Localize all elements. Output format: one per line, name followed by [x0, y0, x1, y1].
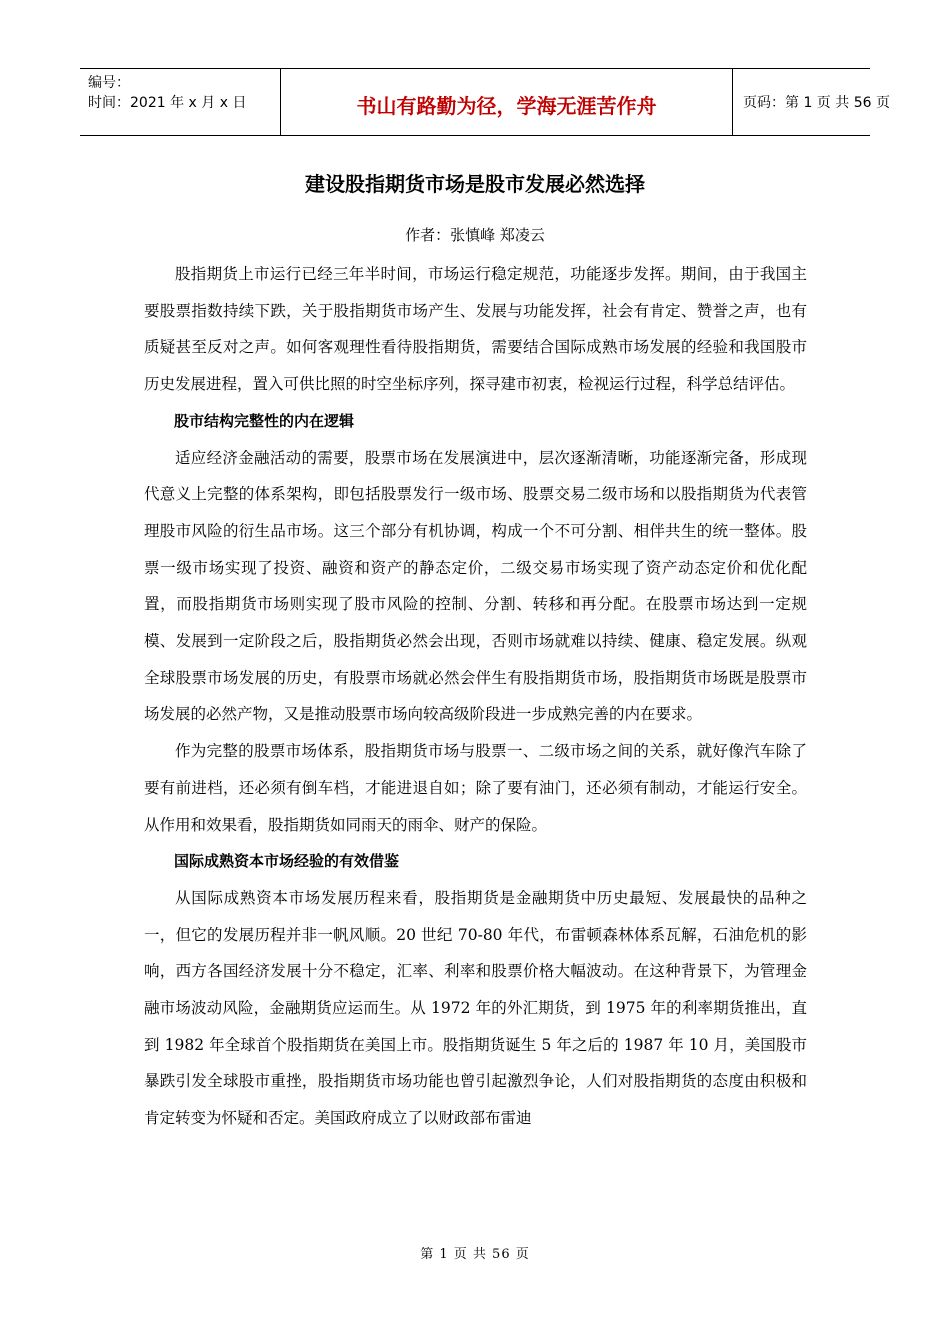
header-meta [80, 69, 280, 135]
header-motto: 书山有路勤为径，学海无涯苦作舟 [280, 69, 733, 135]
page-footer: 第 1 页 共 56 页 [420, 1247, 530, 1262]
article-author: 作者：张慎峰 郑凌云 [405, 226, 545, 244]
body-paragraph: 从国际成熟资本市场发展历程来看，股指期货是金融期货中历史最短、发展最快的品种之一，但它的发展历程并非一帆风顺。20 世纪 70-80 年代，布雷顿森林体系瓦解，石油危机的影响，西方各国经济发展十分不稳定，汇率、利率和股票价格大幅波动。在这种背景下，为管理金融市场波动风险，金融期货应运而生。从 1972 年的外汇期货，到 1975 年的利率期货推出，直到 1982 年全球首个股指期货在美国上市。股指期货诞生 5 年之后的 1987 年 10 月，美国股市暴跌引发全球股市重挫，股指期货市场功能也曾引起激烈争论，人们对股指期货的态度由积极和肯定转变为怀疑和否定。美国政府成立了以财政部布雷迪 [144, 888, 807, 1128]
section-heading: 国际成熟资本市场经验的有效借鉴 [174, 852, 400, 871]
header-page-info: 页码：第 1 页 共 56 页 [743, 95, 890, 111]
body-paragraph: 适应经济金融活动的需要，股票市场在发展演进中，层次逐渐清晰，功能逐渐完备，形成现代意义上完整的体系架构，即包括股票发行一级市场、股票交易二级市场和以股指期货为代表管理股市风险的衍生品市场。这三个部分有机协调，构成一个不可分割、相伴共生的统一整体。股票一级市场实现了投资、融资和资产的静态定价，二级交易市场实现了资产动态定价和优化配置，而股指期货市场则实现了股市风险的控制、分割、转移和再分配。在股票市场达到一定规模、发展到一定阶段之后，股指期货必然会出现，否则市场就难以持续、健康、稳定发展。纵观全球股票市场发展的历史，有股票市场就必然会伴生有股指期货市场，股指期货市场既是股票市场发展的必然产物，又是推动股票市场向较高级阶段进一步成熟完善的内在要求。 [144, 448, 807, 724]
article-title: 建设股指期货市场是股市发展必然选择 [305, 172, 645, 196]
section-heading: 股市结构完整性的内在逻辑 [174, 411, 355, 430]
article-body [144, 256, 807, 1137]
body-paragraph: 作为完整的股票市场体系，股指期货市场与股票一、二级市场之间的关系，就好像汽车除了要有前进档，还必须有倒车档，才能进退自如；除了要有油门，还必须有制动，才能运行安全。从作用和效果看，股指期货如同雨天的雨伞、财产的保险。 [144, 742, 807, 834]
number-label: 编号： [88, 75, 130, 91]
document-header [80, 68, 890, 136]
intro-paragraph: 股指期货上市运行已经三年半时间，市场运行稳定规范，功能逐步发挥。期间，由于我国主要股票指数持续下跌，关于股指期货市场产生、发展与功能发挥，社会有肯定、赞誉之声，也有质疑甚至反对之声。如何客观理性看待股指期货，需要结合国际成熟市场发展的经验和我国股市历史发展进程，置入可供比照的时空坐标序列，探寻建市初衷，检视运行过程，科学总结评估。 [144, 265, 807, 394]
date-label: 时间：2021 年 x 月 x 日 [88, 95, 247, 111]
